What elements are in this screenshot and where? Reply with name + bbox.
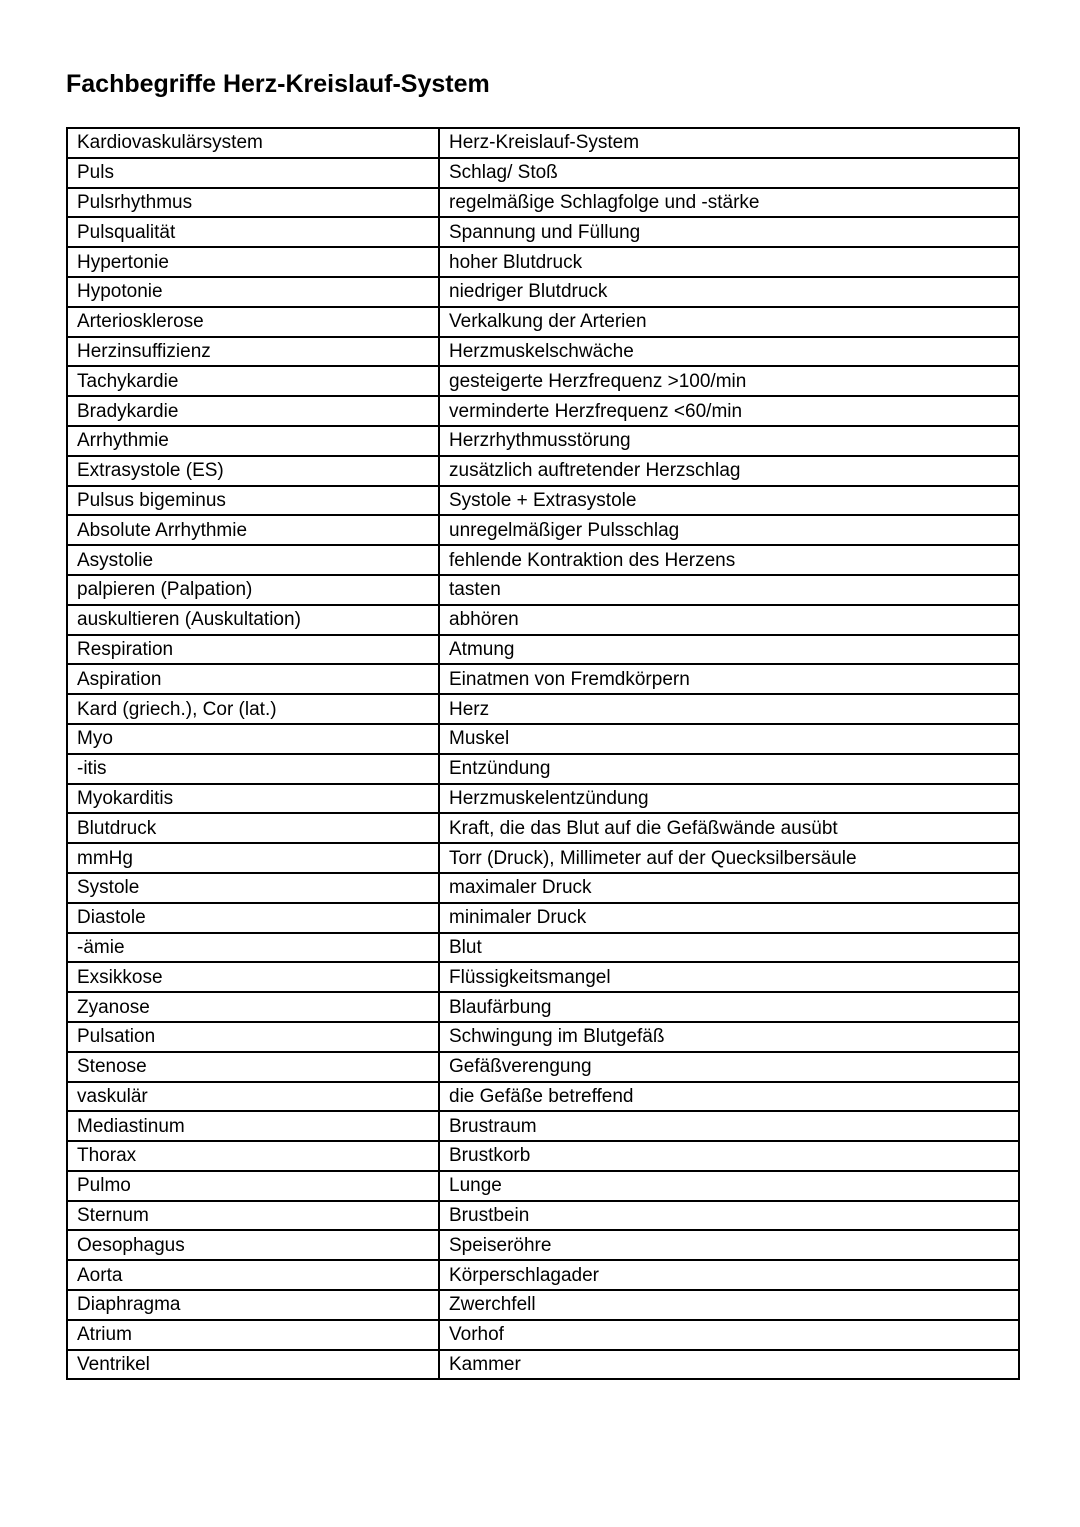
- term-cell: Pulsation: [67, 1022, 439, 1052]
- table-row: [67, 694, 1019, 724]
- term-cell: Arrhythmie: [67, 426, 439, 456]
- table-row: [67, 1052, 1019, 1082]
- table-row: [67, 754, 1019, 784]
- table-row: [67, 307, 1019, 337]
- table-row: [67, 1111, 1019, 1141]
- definition-cell: minimaler Druck: [439, 903, 1019, 933]
- table-row: [67, 1350, 1019, 1380]
- table-row: [67, 784, 1019, 814]
- definition-cell: fehlende Kontraktion des Herzens: [439, 545, 1019, 575]
- definition-cell: regelmäßige Schlagfolge und -stärke: [439, 188, 1019, 218]
- term-cell: Kardiovaskulärsystem: [67, 128, 439, 158]
- term-cell: Zyanose: [67, 992, 439, 1022]
- table-row: [67, 456, 1019, 486]
- term-cell: Myokarditis: [67, 784, 439, 814]
- table-row: [67, 873, 1019, 903]
- term-cell: Stenose: [67, 1052, 439, 1082]
- table-row: [67, 1201, 1019, 1231]
- term-cell: Diaphragma: [67, 1290, 439, 1320]
- term-cell: Sternum: [67, 1201, 439, 1231]
- table-row: [67, 128, 1019, 158]
- definition-cell: Schwingung im Blutgefäß: [439, 1022, 1019, 1052]
- definition-cell: Verkalkung der Arterien: [439, 307, 1019, 337]
- term-cell: Thorax: [67, 1141, 439, 1171]
- term-cell: Hypertonie: [67, 247, 439, 277]
- definition-cell: Blaufärbung: [439, 992, 1019, 1022]
- term-cell: Pulsus bigeminus: [67, 486, 439, 516]
- glossary-table: [66, 127, 1020, 1380]
- table-row: [67, 247, 1019, 277]
- table-row: [67, 1230, 1019, 1260]
- term-cell: Atrium: [67, 1320, 439, 1350]
- table-row: [67, 188, 1019, 218]
- term-cell: Mediastinum: [67, 1111, 439, 1141]
- table-row: [67, 366, 1019, 396]
- table-row: [67, 843, 1019, 873]
- definition-cell: Zwerchfell: [439, 1290, 1019, 1320]
- term-cell: Herzinsuffizienz: [67, 337, 439, 367]
- definition-cell: Herz-Kreislauf-System: [439, 128, 1019, 158]
- definition-cell: Muskel: [439, 724, 1019, 754]
- definition-cell: Brustkorb: [439, 1141, 1019, 1171]
- definition-cell: tasten: [439, 575, 1019, 605]
- term-cell: Myo: [67, 724, 439, 754]
- table-row: [67, 277, 1019, 307]
- definition-cell: gesteigerte Herzfrequenz >100/min: [439, 366, 1019, 396]
- term-cell: Respiration: [67, 635, 439, 665]
- table-row: [67, 664, 1019, 694]
- term-cell: -ämie: [67, 933, 439, 963]
- term-cell: Pulsrhythmus: [67, 188, 439, 218]
- page-title: Fachbegriffe Herz-Kreislauf-System: [66, 70, 490, 98]
- term-cell: Kard (griech.), Cor (lat.): [67, 694, 439, 724]
- definition-cell: Blut: [439, 933, 1019, 963]
- term-cell: Aspiration: [67, 664, 439, 694]
- term-cell: Aorta: [67, 1260, 439, 1290]
- table-row: [67, 1290, 1019, 1320]
- term-cell: vaskulär: [67, 1082, 439, 1112]
- definition-cell: Vorhof: [439, 1320, 1019, 1350]
- term-cell: Diastole: [67, 903, 439, 933]
- table-row: [67, 992, 1019, 1022]
- definition-cell: Systole + Extrasystole: [439, 486, 1019, 516]
- term-cell: -itis: [67, 754, 439, 784]
- definition-cell: verminderte Herzfrequenz <60/min: [439, 396, 1019, 426]
- table-row: [67, 426, 1019, 456]
- table-row: [67, 962, 1019, 992]
- definition-cell: Kammer: [439, 1350, 1019, 1380]
- term-cell: Hypotonie: [67, 277, 439, 307]
- term-cell: Asystolie: [67, 545, 439, 575]
- table-row: [67, 217, 1019, 247]
- definition-cell: Atmung: [439, 635, 1019, 665]
- table-row: [67, 1022, 1019, 1052]
- definition-cell: Herzmuskelentzündung: [439, 784, 1019, 814]
- definition-cell: Torr (Druck), Millimeter auf der Quecksilbersäule: [439, 843, 1019, 873]
- table-row: [67, 515, 1019, 545]
- table-row: [67, 635, 1019, 665]
- definition-cell: die Gefäße betreffend: [439, 1082, 1019, 1112]
- term-cell: Arteriosklerose: [67, 307, 439, 337]
- table-row: [67, 158, 1019, 188]
- table-row: [67, 575, 1019, 605]
- definition-cell: Einatmen von Fremdkörpern: [439, 664, 1019, 694]
- table-row: [67, 933, 1019, 963]
- term-cell: Tachykardie: [67, 366, 439, 396]
- definition-cell: Brustbein: [439, 1201, 1019, 1231]
- definition-cell: unregelmäßiger Pulsschlag: [439, 515, 1019, 545]
- table-row: [67, 605, 1019, 635]
- definition-cell: Flüssigkeitsmangel: [439, 962, 1019, 992]
- term-cell: Oesophagus: [67, 1230, 439, 1260]
- definition-cell: Herzrhythmusstörung: [439, 426, 1019, 456]
- table-row: [67, 724, 1019, 754]
- definition-cell: zusätzlich auftretender Herzschlag: [439, 456, 1019, 486]
- definition-cell: maximaler Druck: [439, 873, 1019, 903]
- glossary-body: [67, 128, 1019, 1379]
- definition-cell: hoher Blutdruck: [439, 247, 1019, 277]
- definition-cell: Körperschlagader: [439, 1260, 1019, 1290]
- definition-cell: Kraft, die das Blut auf die Gefäßwände ausübt: [439, 813, 1019, 843]
- term-cell: Ventrikel: [67, 1350, 439, 1380]
- term-cell: Puls: [67, 158, 439, 188]
- term-cell: Pulsqualität: [67, 217, 439, 247]
- table-row: [67, 1260, 1019, 1290]
- definition-cell: Herzmuskelschwäche: [439, 337, 1019, 367]
- definition-cell: Herz: [439, 694, 1019, 724]
- table-row: [67, 396, 1019, 426]
- term-cell: Systole: [67, 873, 439, 903]
- definition-cell: Entzündung: [439, 754, 1019, 784]
- definition-cell: Brustraum: [439, 1111, 1019, 1141]
- term-cell: auskultieren (Auskultation): [67, 605, 439, 635]
- definition-cell: Schlag/ Stoß: [439, 158, 1019, 188]
- table-row: [67, 337, 1019, 367]
- term-cell: Bradykardie: [67, 396, 439, 426]
- table-row: [67, 1082, 1019, 1112]
- term-cell: mmHg: [67, 843, 439, 873]
- table-row: [67, 486, 1019, 516]
- term-cell: Absolute Arrhythmie: [67, 515, 439, 545]
- definition-cell: Speiseröhre: [439, 1230, 1019, 1260]
- term-cell: palpieren (Palpation): [67, 575, 439, 605]
- table-row: [67, 1320, 1019, 1350]
- term-cell: Pulmo: [67, 1171, 439, 1201]
- definition-cell: Lunge: [439, 1171, 1019, 1201]
- term-cell: Extrasystole (ES): [67, 456, 439, 486]
- definition-cell: Gefäßverengung: [439, 1052, 1019, 1082]
- definition-cell: abhören: [439, 605, 1019, 635]
- term-cell: Blutdruck: [67, 813, 439, 843]
- table-row: [67, 1141, 1019, 1171]
- definition-cell: niedriger Blutdruck: [439, 277, 1019, 307]
- table-row: [67, 1171, 1019, 1201]
- definition-cell: Spannung und Füllung: [439, 217, 1019, 247]
- table-row: [67, 903, 1019, 933]
- term-cell: Exsikkose: [67, 962, 439, 992]
- table-row: [67, 545, 1019, 575]
- table-row: [67, 813, 1019, 843]
